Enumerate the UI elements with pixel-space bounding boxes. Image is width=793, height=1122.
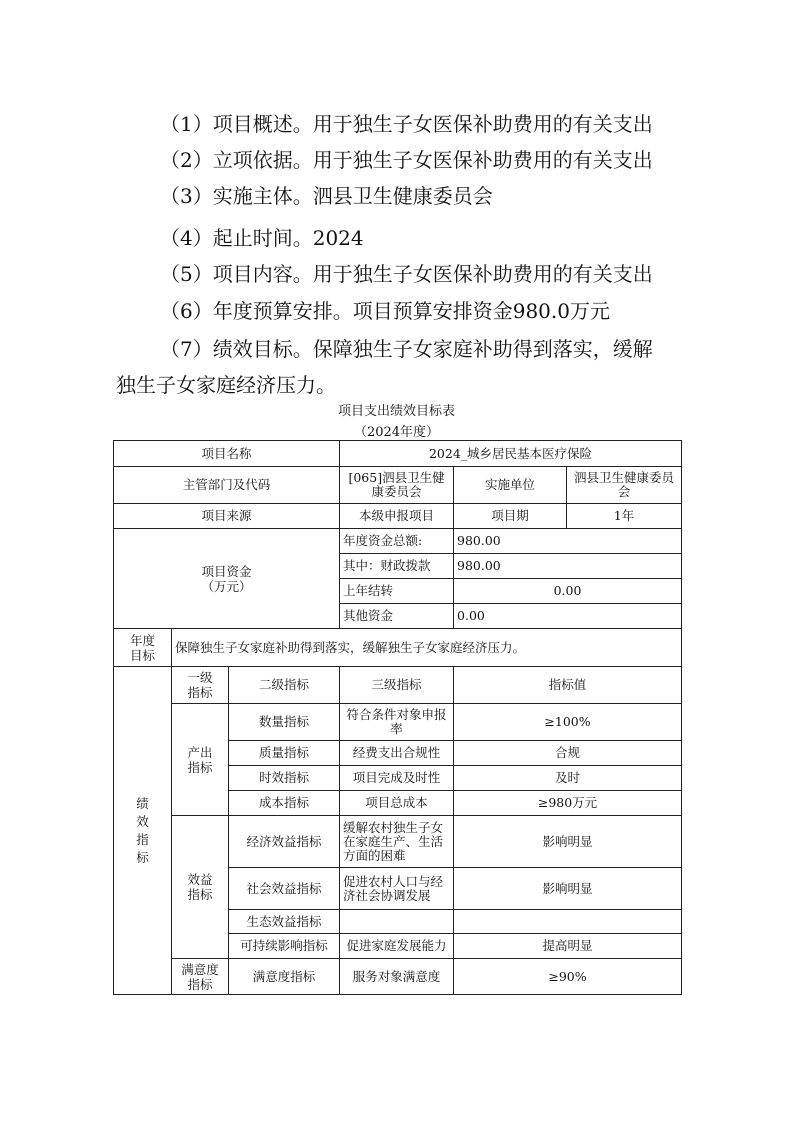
header-level2: 二级指标 — [229, 667, 340, 704]
fiscal-value: 980.00 — [454, 554, 682, 579]
carryover-value: 0.00 — [454, 579, 682, 604]
benefit-indicator-label: 效益指标 — [172, 816, 229, 959]
paragraph-basis: （2）立项依据。用于独生子女医保补助费用的有关支出 — [160, 148, 653, 172]
period-value: 1年 — [567, 504, 682, 529]
paragraph-content: （5）项目内容。用于独生子女医保补助费用的有关支出 — [160, 262, 653, 286]
satisfaction-indicator-label: 满意度指标 — [172, 959, 229, 995]
row-l2: 成本指标 — [229, 791, 340, 816]
dept-value: [065]泗县卫生健康委员会 — [340, 467, 454, 504]
row-l3: 经费支出合规性 — [340, 741, 454, 766]
table-title: 项目支出绩效目标表 — [337, 404, 455, 419]
row-l3: 促进家庭发展能力 — [340, 934, 454, 959]
row-value: ≥90% — [454, 959, 682, 995]
row-l3: 符合条件对象申报率 — [340, 704, 454, 741]
row-value: ≥980万元 — [454, 791, 682, 816]
row-value: 影响明显 — [454, 868, 682, 910]
annual-goal-value: 保障独生子女家庭补助得到落实，缓解独生子女家庭经济压力。 — [172, 629, 682, 667]
row-value: 影响明显 — [454, 816, 682, 868]
paragraph-overview: （1）项目概述。用于独生子女医保补助费用的有关支出 — [160, 112, 653, 136]
impl-unit-label: 实施单位 — [454, 467, 567, 504]
source-value: 本级申报项目 — [340, 504, 454, 529]
funds-label: 项目资金（万元） — [114, 529, 340, 629]
row-l2: 可持续影响指标 — [229, 934, 340, 959]
row-l3: 缓解农村独生子女在家庭生产、生活方面的困难 — [340, 816, 454, 868]
other-funds-label: 其他资金 — [340, 604, 454, 629]
table-subtitle: （2024年度） — [353, 425, 440, 440]
paragraph-period: （4）起止时间。2024 — [160, 226, 364, 250]
project-name-value: 2024_城乡居民基本医疗保险 — [340, 441, 682, 467]
row-l3 — [340, 910, 454, 934]
row-l3: 促进农村人口与经济社会协调发展 — [340, 868, 454, 910]
header-level3: 三级指标 — [340, 667, 454, 704]
output-indicator-label: 产出指标 — [172, 704, 229, 816]
row-value: ≥100% — [454, 704, 682, 741]
carryover-label: 上年结转 — [340, 579, 454, 604]
annual-goal-label: 年度目标 — [114, 629, 172, 667]
row-value: 提高明显 — [454, 934, 682, 959]
paragraph-budget: （6）年度预算安排。项目预算安排资金980.0万元 — [160, 299, 610, 323]
impl-unit-value: 泗县卫生健康委员会 — [567, 467, 682, 504]
row-value: 及时 — [454, 766, 682, 791]
row-l3: 项目总成本 — [340, 791, 454, 816]
paragraph-goal-continued: 独生子女家庭经济压力。 — [116, 373, 336, 397]
other-funds-value: 0.00 — [454, 604, 682, 629]
row-l2: 质量指标 — [229, 741, 340, 766]
row-l3: 服务对象满意度 — [340, 959, 454, 995]
annual-total-label: 年度资金总额: — [340, 529, 454, 554]
annual-total-value: 980.00 — [454, 529, 682, 554]
header-level1: 一级指标 — [172, 667, 229, 704]
paragraph-goal: （7）绩效目标。保障独生子女家庭补助得到落实，缓解 — [160, 337, 653, 361]
source-label: 项目来源 — [114, 504, 340, 529]
performance-table — [113, 440, 682, 995]
project-name-label: 项目名称 — [114, 441, 340, 467]
row-l2: 时效指标 — [229, 766, 340, 791]
period-label: 项目期 — [454, 504, 567, 529]
row-value: 合规 — [454, 741, 682, 766]
fiscal-label: 其中：财政拨款 — [340, 554, 454, 579]
perf-indicator-label: 绩效指标 — [114, 667, 172, 995]
row-l2: 数量指标 — [229, 704, 340, 741]
row-l2: 满意度指标 — [229, 959, 340, 995]
row-l3: 项目完成及时性 — [340, 766, 454, 791]
dept-label: 主管部门及代码 — [114, 467, 340, 504]
row-l2: 经济效益指标 — [229, 816, 340, 868]
header-value: 指标值 — [454, 667, 682, 704]
row-l2: 社会效益指标 — [229, 868, 340, 910]
row-l2: 生态效益指标 — [229, 910, 340, 934]
paragraph-implementer: （3）实施主体。泗县卫生健康委员会 — [160, 184, 493, 208]
row-value — [454, 910, 682, 934]
